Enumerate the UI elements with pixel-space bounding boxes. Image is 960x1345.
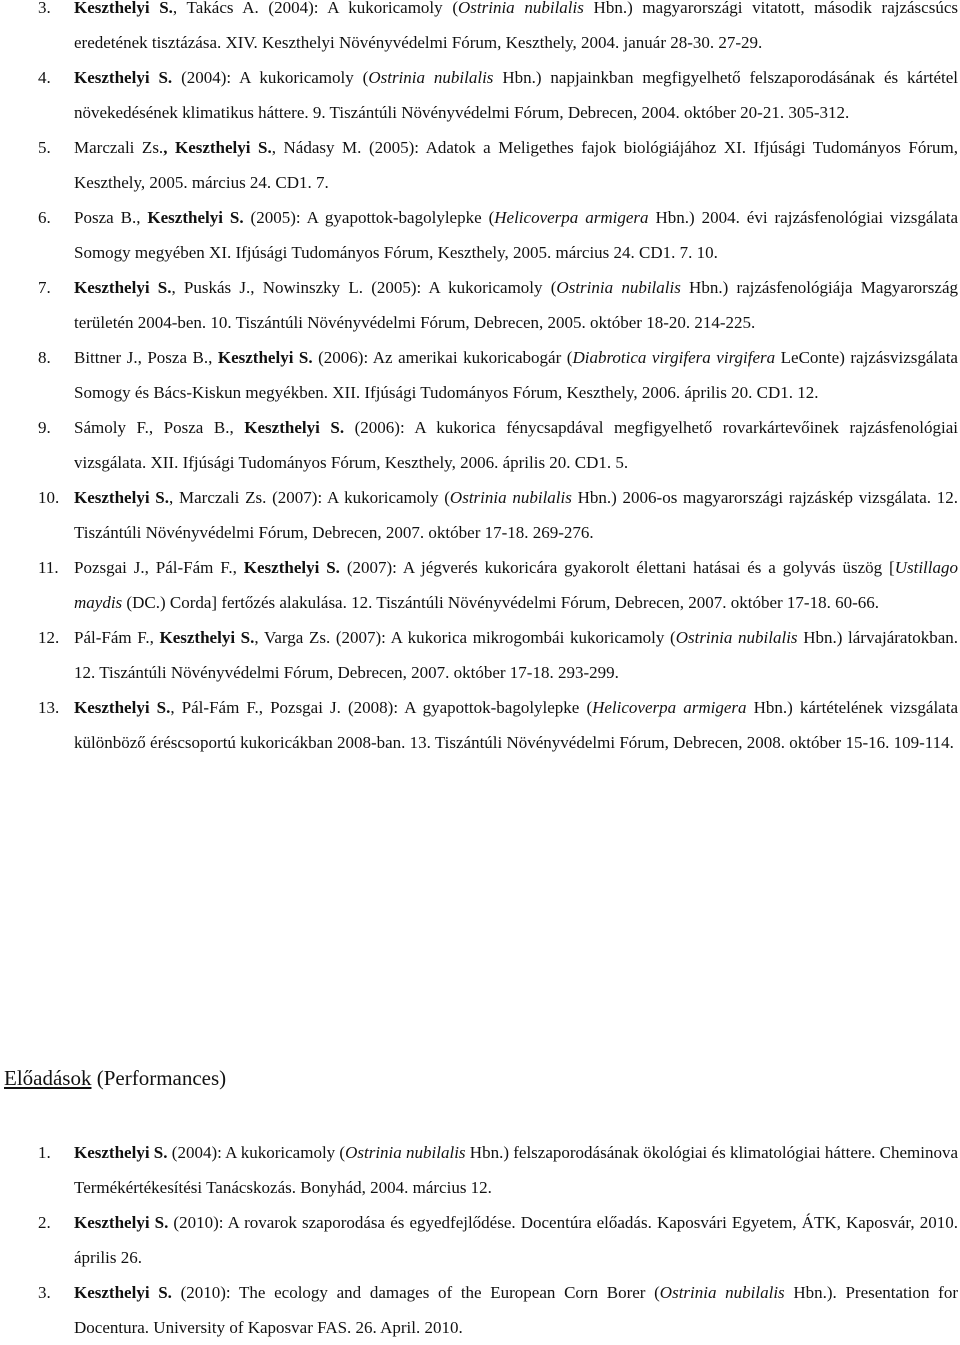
citation-text: (2006): A kukorica fénycsapdával megfigyelhető rovarkártevőinek rajzásfenológiai vizsgálata. XII. Ifjúsági Tudományos Fórum, Keszthely, 2006. április 20. CD1. 5. <box>74 418 959 472</box>
publication-entry <box>0 130 958 200</box>
section-subtitle: (Performances) <box>91 1066 227 1090</box>
citation-text: Posza B., <box>74 208 148 227</box>
citation-text: Pozsgai J., Pál-Fám F., <box>74 558 244 577</box>
citation-text: (2010): A rovarok szaporodása és egyedfejlődése. Docentúra előadás. Kaposvári Egyetem, ÁTK, Kaposvár, 2010. április 26. <box>74 1213 958 1267</box>
entry-number: 10. <box>38 488 60 507</box>
author-highlight: Keszthelyi S. <box>74 1213 169 1232</box>
publication-entry <box>0 550 958 620</box>
author-highlight: Keszthelyi S. <box>243 558 340 577</box>
citation-text: (2004): A kukoricamoly ( <box>167 1143 346 1162</box>
citation-text: Marczali Zs. <box>74 138 164 157</box>
author-highlight: Keszthelyi S. <box>217 348 313 367</box>
citation-text: Hbn.) kártételének vizsgálata különböző éréscsoportú kukoricákban 2008-ban. 13. Tiszántúli Növényvédelmi Fórum, Debrecen, 2008. október 15-16. 109-114. <box>74 698 958 752</box>
citation-text: LeConte) rajzásvizsgálata Somogy és Bács-Kiskun megyékben. XII. Ifjúsági Tudományos Fórum, Keszthely, 2006. április 20. CD1. 12. <box>74 348 958 402</box>
citation-text: Bittner J., Posza B., <box>74 348 218 367</box>
publication-entry <box>0 480 958 550</box>
author-highlight: Keszthelyi S. <box>74 68 173 87</box>
citation-text: Hbn.) magyarországi vitatott, második rajzáscsúcs eredetének tisztázása. XIV. Keszthelyi Növényvédelmi Fórum, Keszthely, 2004. január 28-30. 27-29. <box>74 0 958 52</box>
species-name: Ostrinia nubilalis <box>556 278 681 297</box>
entry-number: 13. <box>38 698 60 717</box>
author-highlight: Keszthelyi S. <box>74 0 173 17</box>
citation-text: Hbn.) felszaporodásának ökológiai és klimatológiai háttere. Cheminova Termékértékesítési Tanácskozás. Bonyhád, 2004. március 12. <box>74 1143 959 1197</box>
citation-text: Hbn.) lárvajáratokban. 12. Tiszántúli Növényvédelmi Fórum, Debrecen, 2007. október 17-18. 293-299. <box>74 628 958 682</box>
publication-entry <box>0 270 958 340</box>
author-highlight: Keszthelyi S. <box>74 1143 168 1162</box>
entry-number: 2. <box>38 1213 51 1232</box>
section-heading <box>4 1063 226 1093</box>
citation-text: Sámoly F., Posza B., <box>74 418 245 437</box>
citation-text: Hbn.) rajzásfenológiája Magyarország területén 2004-ben. 10. Tiszántúli Növényvédelmi Fórum, Debrecen, 2005. október 18-20. 214-225. <box>74 278 959 332</box>
entry-number: 3. <box>38 0 51 17</box>
author-highlight: Keszthelyi S. <box>74 278 172 297</box>
species-name: Ostrinia nubilalis <box>345 1143 466 1162</box>
author-highlight: Keszthelyi S. <box>74 698 171 717</box>
citation-text: (DC.) Corda] fertőzés alakulása. 12. Tiszántúli Növényvédelmi Fórum, Debrecen, 2007. október 17-18. 60-66. <box>122 593 879 612</box>
publication-entry <box>0 60 958 130</box>
author-highlight: Keszthelyi S. <box>147 208 244 227</box>
citation-text: (2010): The ecology and damages of the European Corn Borer ( <box>171 1283 660 1302</box>
publication-entry <box>0 340 958 410</box>
entry-number: 5. <box>38 138 51 157</box>
species-name: Ostrinia nubilalis <box>675 628 798 647</box>
citation-text: , Takács A. (2004): A kukoricamoly ( <box>172 0 458 17</box>
publication-entry <box>0 0 958 60</box>
entry-number: 4. <box>38 68 51 87</box>
citation-text: (2006): Az amerikai kukoricabogár ( <box>312 348 573 367</box>
citation-text: (2005): A gyapottok-bagolylepke ( <box>243 208 495 227</box>
performance-entry <box>0 1205 958 1275</box>
publication-entry <box>0 410 958 480</box>
author-highlight: , Keszthelyi S. <box>163 138 272 157</box>
entry-number: 12. <box>38 628 60 647</box>
species-name: Helicoverpa armigera <box>494 208 649 227</box>
species-name: Ostrinia nubilalis <box>449 488 572 507</box>
section-title: Előadások <box>4 1066 92 1090</box>
author-highlight: Keszthelyi S. <box>74 1283 172 1302</box>
publication-entry <box>0 620 958 690</box>
author-highlight: Keszthelyi S. <box>159 628 255 647</box>
citation-text: (2007): A jégverés kukoricára gyakorolt élettani hatásai és a golyvás üszög [ <box>339 558 895 577</box>
citation-text: Pál-Fám F., <box>74 628 160 647</box>
entry-number: 3. <box>38 1283 51 1302</box>
entry-number: 9. <box>38 418 51 437</box>
performance-list <box>0 1135 958 1345</box>
citation-text: Hbn.). Presentation for Docentura. University of Kaposvar FAS. 26. April. 2010. <box>74 1283 958 1337</box>
entry-number: 7. <box>38 278 51 297</box>
citation-text: , Nádasy M. (2005): Adatok a Meligethes fajok biológiájához XI. Ifjúsági Tudományos Fórum, Keszthely, 2005. március 24. CD1. 7. <box>74 138 958 192</box>
citation-text: , Puskás J., Nowinszky L. (2005): A kukoricamoly ( <box>171 278 557 297</box>
entry-number: 1. <box>38 1143 51 1162</box>
publication-entry <box>0 200 958 270</box>
author-highlight: Keszthelyi S. <box>74 488 169 507</box>
entry-number: 8. <box>38 348 51 367</box>
publication-entry <box>0 690 958 760</box>
citation-text: (2004): A kukoricamoly ( <box>172 68 369 87</box>
species-name: Ostrinia nubilalis <box>458 0 584 17</box>
citation-text: , Pál-Fám F., Pozsgai J. (2008): A gyapottok-bagolylepke ( <box>170 698 593 717</box>
performance-entry <box>0 1135 958 1205</box>
citation-text: Hbn.) 2006-os magyarországi rajzáskép vizsgálata. 12. Tiszántúli Növényvédelmi Fórum, Debrecen, 2007. október 17-18. 269-276. <box>74 488 959 542</box>
entry-number: 6. <box>38 208 51 227</box>
citation-text: Hbn.) napjainkban megfigyelhető felszaporodásának és kártétel növekedésének klimatikus háttere. 9. Tiszántúli Növényvédelmi Fórum, Debrecen, 2004. október 20-21. 305-312. <box>74 68 959 122</box>
author-highlight: Keszthelyi S. <box>244 418 345 437</box>
citation-text: Hbn.) 2004. évi rajzásfenológiai vizsgálata Somogy megyében XI. Ifjúsági Tudományos Fórum, Keszthely, 2005. március 24. CD1. 7. 10. <box>74 208 959 262</box>
entry-number: 11. <box>38 558 59 577</box>
performance-entry <box>0 1275 958 1345</box>
species-name: Ostrinia nubilalis <box>659 1283 785 1302</box>
species-name: Helicoverpa armigera <box>592 698 747 717</box>
species-name: Ostrinia nubilalis <box>368 68 494 87</box>
citation-text: , Varga Zs. (2007): A kukorica mikrogombái kukoricamoly ( <box>254 628 676 647</box>
species-name: Ustillago maydis <box>74 558 958 612</box>
citation-text: , Marczali Zs. (2007): A kukoricamoly ( <box>169 488 450 507</box>
species-name: Diabrotica virgifera virgifera <box>572 348 776 367</box>
